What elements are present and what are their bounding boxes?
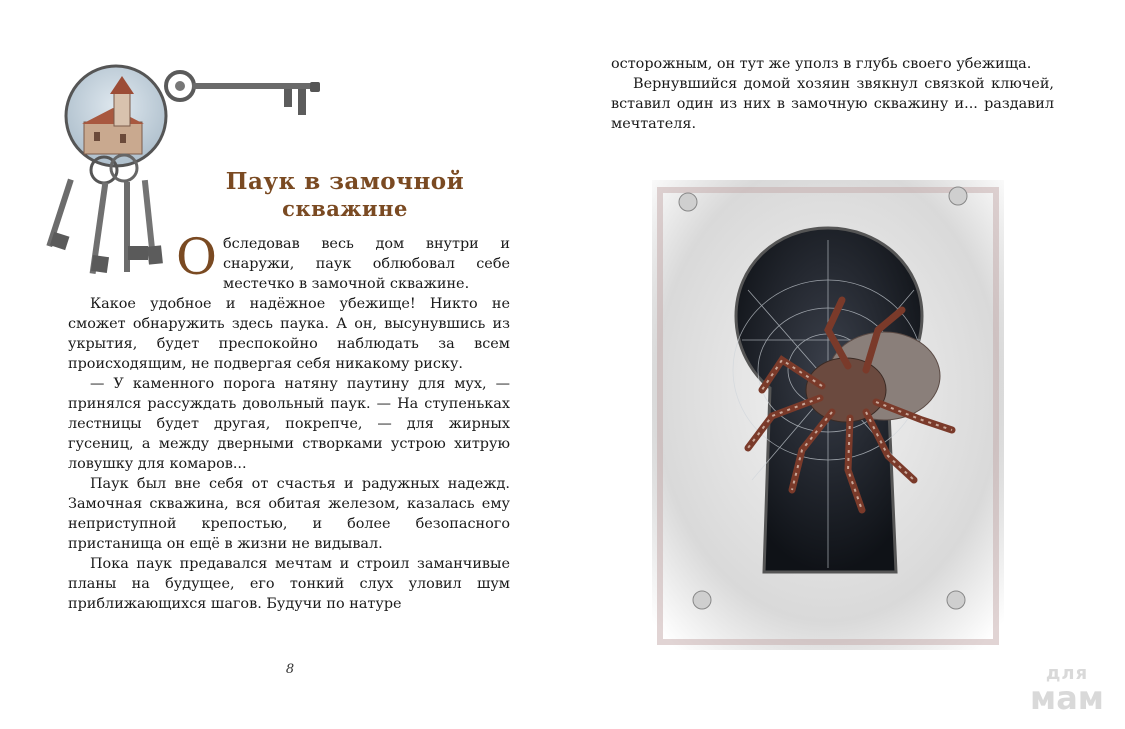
chapter-title-line2: скважине bbox=[282, 196, 408, 221]
paragraph: Вернувшийся домой хозяин звякнул связкой ключей, вставил один из них в замочную скважину и... раздавил мечтателя. bbox=[611, 76, 1054, 132]
watermark-logo bbox=[1022, 663, 1112, 717]
chapter-title bbox=[180, 168, 510, 222]
paragraph: Какое удобное и надёжное убежище! Никто не сможет обнаружить здесь паука. А он, высунувшись из укрытия, будет преспокойно наблюдать за всем происходящим, не подвергая себя никакому риску. bbox=[68, 296, 510, 372]
watermark-line1: для bbox=[1045, 663, 1089, 684]
left-page-body bbox=[68, 294, 510, 614]
paragraph: осторожным, он тут же уполз в глубь своего убежища. bbox=[611, 56, 1032, 72]
page-number: 8 bbox=[285, 662, 295, 677]
chapter-title-line1: Паук в замочной bbox=[225, 168, 465, 195]
paragraph: Паук был вне себя от счастья и радужных надежд. Замочная скважина, вся обитая железом, казалась ему неприступной крепостью, и более безопасного пристанища он ещё в жизни не видывал. bbox=[68, 476, 510, 552]
watermark-line2: мам bbox=[1030, 679, 1104, 717]
spider-keyhole-illustration bbox=[652, 180, 1004, 650]
drop-cap: О bbox=[176, 228, 217, 286]
first-paragraph-text: бследовав весь дом внутри и снаружи, паук облюбовал себе местечко в замочной скважине. bbox=[223, 236, 510, 292]
paragraph: Пока паук предавался мечтам и строил заманчивые планы на будущее, его тонкий слух уловил шум приближающихся шагов. Будучи по натуре bbox=[68, 556, 510, 612]
left-first-paragraph bbox=[176, 228, 510, 294]
right-page-body bbox=[611, 54, 1054, 134]
paragraph: — У каменного порога натяну паутину для мух, — принялся рассуждать довольный паук. — На ступеньках лестницы будет другая, покрепче, — для жирных гусениц, а между дверными створками устрою хитрую ловушку для комаров... bbox=[68, 376, 510, 472]
